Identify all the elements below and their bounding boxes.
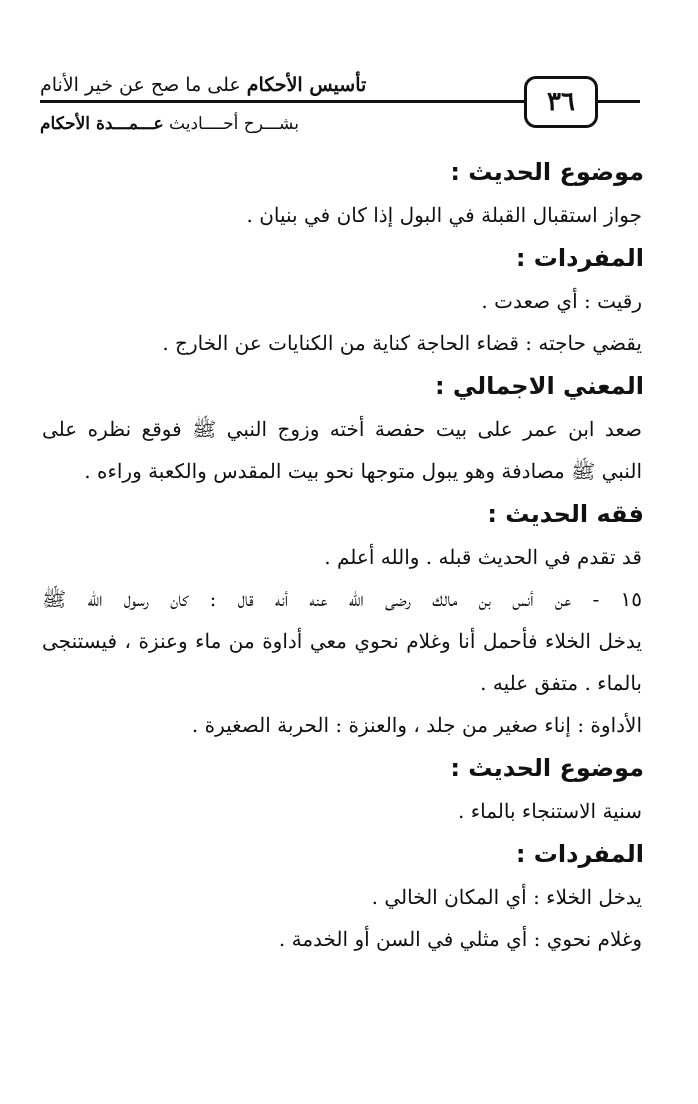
section-heading: المعني الاجمالي : [434,372,644,400]
book-title-rest: على ما صح عن خير الأنام [40,74,247,96]
book-subtitle-light: بشـــرح أحــــاديث [163,114,299,134]
hadith-line: يدخل الخلاء فأحمل أنا وغلام نحوي معي أداوة من ماء وعنزة ، فيستنجى [42,629,642,653]
section-heading: موضوع الحديث : [450,158,644,186]
hadith-line: بالماء . متفق عليه . [480,671,642,695]
body-line: رقيت : أي صعدت . [481,289,642,313]
book-title-bold: تأسيس الأحكام [246,74,367,96]
book-subtitle [40,114,299,134]
body-line: قد تقدم في الحديث قبله . والله أعلم . [324,545,642,569]
body-line: وغلام نحوي : أي مثلي في السن أو الخدمة . [278,927,642,951]
book-subtitle-bold: عـــمـــدة الأحكام [40,114,164,134]
page-number-box [524,76,598,128]
hadith-line: ١٥ - عن أنس بن مالك رضى الله عنه أنه قال : كان رسول الله ﷺ [42,587,642,611]
body-line: يقضي حاجته : قضاء الحاجة كناية من الكنايات عن الخارج . [162,331,642,355]
body-line: سنية الاستنجاء بالماء . [458,799,642,823]
book-title [40,74,366,96]
section-heading: موضوع الحديث : [450,754,644,782]
section-heading: المفردات : [515,840,644,868]
body-line: النبي ﷺ مصادفة وهو يبول متوجها نحو بيت المقدس والكعبة وراءه . [84,459,642,483]
page-body [42,150,648,960]
section-heading: فقه الحديث : [487,500,644,528]
running-header [0,0,698,150]
body-line: الأداوة : إناء صغير من جلد ، والعنزة : الحربة الصغيرة . [191,713,642,737]
body-line: صعد ابن عمر على بيت حفصة أخته وزوج النبي ﷺ فوقع نظره على [42,417,642,441]
body-line: يدخل الخلاء : أي المكان الخالي . [371,885,642,909]
body-line: جواز استقبال القبلة في البول إذا كان في بنيان . [246,203,642,227]
section-heading: المفردات : [515,244,644,272]
page-number: ٣٦ [547,87,575,117]
